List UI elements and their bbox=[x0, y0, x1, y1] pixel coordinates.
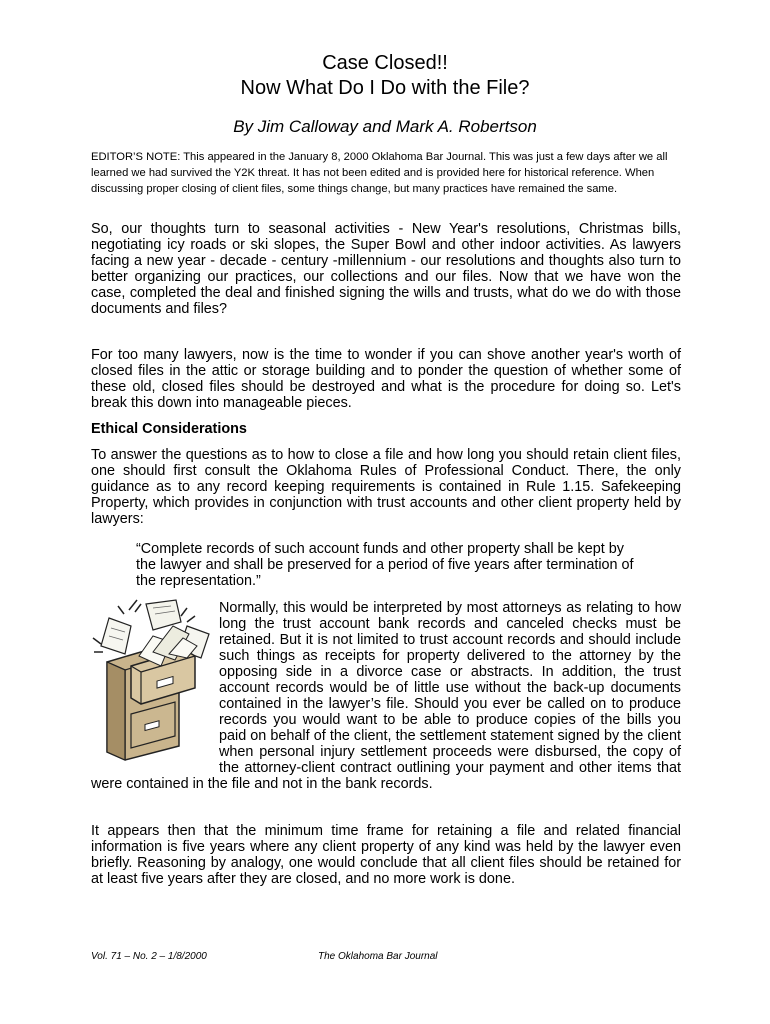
paragraph-seasonal-activities: So, our thoughts turn to seasonal activities - New Year's resolutions, Christmas bills, negotiating icy roads or ski slopes, the Super Bowl and other indoor activities. As lawyers facing a new year - decade - century -millennium - our resolutions and thoughts also turn to better organizing our practices, our collections and our files. Now that we have won the case, completed the deal and finished signing the wills and trusts, what do we do with those documents and files? bbox=[91, 221, 681, 317]
paragraph-closed-files: For too many lawyers, now is the time to wonder if you can shove another year's worth of closed files in the attic or storage building and to ponder the question of whether some of these old, closed files should be destroyed and what is the procedure for doing so. Let's break this down into manageable pieces. bbox=[91, 347, 681, 411]
author-byline: By Jim Calloway and Mark A. Robertson bbox=[233, 117, 537, 136]
footer-publication: The Oklahoma Bar Journal bbox=[318, 951, 438, 962]
title-line-2: Now What Do I Do with the File? bbox=[240, 77, 530, 99]
editors-note: EDITOR’S NOTE: This appeared in the January 8, 2000 Oklahoma Bar Journal. This was just a few days after we all learned we had survived the Y2K threat. It has not been edited and is provided here for historical reference. When discussing proper closing of client files, some things change, but many practices have remained the same. bbox=[91, 151, 668, 195]
title-line-1: Case Closed!! bbox=[322, 52, 448, 74]
paragraph-retention-timeframe: It appears then that the minimum time frame for retaining a file and related financial information is five years where any client property of any kind was held by the lawyer even briefly. Reasoning by analogy, one would conclude that all client files should be retained for at least five years after they are closed, and no more work is done. bbox=[91, 823, 681, 887]
paragraph-rules-of-conduct: To answer the questions as to how to close a file and how long you should retain client files, one should first consult the Oklahoma Rules of Professional Conduct. There, the only guidance as to any record keeping requirements is contained in Rule 1.15. Safekeeping Property, which provides in conjunction with trust accounts and other client property held by lawyers: bbox=[91, 447, 681, 527]
page-title bbox=[0, 51, 770, 101]
rule-quote: “Complete records of such account funds and other property shall be kept by the lawyer and shall be preserved for a period of five years after termination of the representation.” bbox=[136, 541, 634, 589]
illustration-text-wrap-spacer bbox=[91, 600, 219, 762]
heading-ethical-considerations: Ethical Considerations bbox=[91, 421, 247, 437]
paragraph-trust-account-records bbox=[91, 600, 681, 792]
paragraph-trust-account-records-text: Normally, this would be interpreted by most attorneys as relating to how long the trust account bank records and canceled checks must be retained. But it is not limited to trust account records and should include such things as receipts for property delivered to the attorney by the opposing side in a divorce case or abstracts. In addition, the trust account records would be of little use without the back-up documents contained in the lawyer’s file. Should you ever be called on to produce records you would want to be able to produce copies of the bills you paid on behalf of the client, the settlement statement signed by the client when personal injury settlement proceeds were disbursed, the copy of the attorney-client contract outlining your payment and other items that were contained in the file and not in the bank records. bbox=[91, 600, 681, 792]
footer-issue: Vol. 71 – No. 2 – 1/8/2000 bbox=[91, 951, 207, 962]
